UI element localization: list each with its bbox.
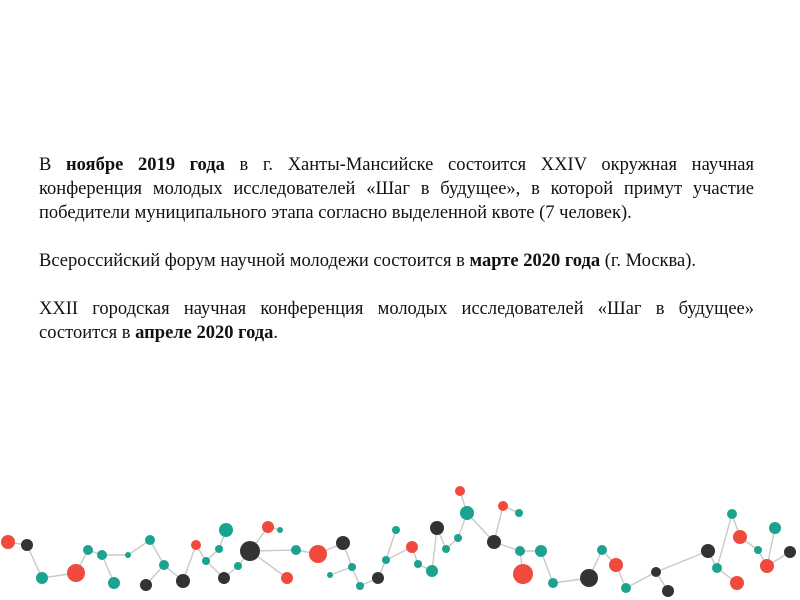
molecule-node bbox=[215, 545, 223, 553]
molecule-node bbox=[36, 572, 48, 584]
molecular-network-decoration bbox=[0, 470, 800, 600]
molecule-node bbox=[291, 545, 301, 555]
molecule-node bbox=[609, 558, 623, 572]
text-run: (г. Москва). bbox=[600, 251, 697, 271]
molecule-node bbox=[442, 545, 450, 553]
molecule-node bbox=[219, 523, 233, 537]
molecule-node bbox=[454, 534, 462, 542]
text-run: XXII городская научная конференция молодых исследователей «Шаг в будущее» состоится в bbox=[39, 299, 754, 343]
molecule-node bbox=[83, 545, 93, 555]
molecule-node bbox=[281, 572, 293, 584]
molecule-node bbox=[548, 578, 558, 588]
molecule-node bbox=[535, 545, 547, 557]
molecule-node bbox=[730, 576, 744, 590]
molecule-node bbox=[21, 539, 33, 551]
molecule-node bbox=[430, 521, 444, 535]
molecule-node bbox=[701, 544, 715, 558]
molecule-node bbox=[67, 564, 85, 582]
molecule-node bbox=[218, 572, 230, 584]
molecule-node bbox=[455, 486, 465, 496]
molecule-node bbox=[769, 522, 781, 534]
molecule-node bbox=[191, 540, 201, 550]
molecule-node bbox=[426, 565, 438, 577]
molecule-bond bbox=[656, 551, 708, 572]
date-march-2020: марте 2020 года bbox=[469, 251, 601, 271]
molecule-node bbox=[262, 521, 274, 533]
molecule-node bbox=[754, 546, 762, 554]
molecule-node bbox=[1, 535, 15, 549]
molecule-node bbox=[234, 562, 242, 570]
text-run: В bbox=[39, 155, 66, 175]
text-run: в г. Ханты-Мансийске состоится XXIV окружная научная конференция молодых исследователей «Шаг в будущее», в которой примут участие победители муниципального этапа согласно выделенной квоте (7 человек). bbox=[39, 155, 755, 223]
molecule-node bbox=[498, 501, 508, 511]
molecule-node bbox=[277, 527, 283, 533]
molecule-node bbox=[125, 552, 131, 558]
molecule-node bbox=[372, 572, 384, 584]
molecule-node bbox=[406, 541, 418, 553]
date-april-2020: апреле 2020 года bbox=[135, 323, 274, 343]
molecule-node bbox=[108, 577, 120, 589]
molecule-node bbox=[460, 506, 474, 520]
molecule-node bbox=[733, 530, 747, 544]
molecule-node bbox=[621, 583, 631, 593]
molecule-node bbox=[97, 550, 107, 560]
molecule-bond bbox=[626, 572, 656, 588]
date-november-2019: ноябре 2019 года bbox=[66, 155, 225, 175]
molecule-node bbox=[760, 559, 774, 573]
paragraph-all-russian-forum bbox=[39, 249, 754, 273]
paragraph-city-conference bbox=[39, 297, 754, 345]
molecule-node bbox=[662, 585, 674, 597]
molecule-node bbox=[159, 560, 169, 570]
text-run: Всероссийский форум научной молодежи состоится в bbox=[39, 251, 470, 271]
molecule-node bbox=[513, 564, 533, 584]
text-run: . bbox=[273, 323, 279, 343]
molecule-node bbox=[327, 572, 333, 578]
molecule-node bbox=[392, 526, 400, 534]
paragraph-okrug-conference bbox=[39, 153, 754, 225]
molecule-node bbox=[382, 556, 390, 564]
molecule-node bbox=[515, 509, 523, 517]
molecule-node bbox=[487, 535, 501, 549]
molecule-node bbox=[580, 569, 598, 587]
slide-body bbox=[39, 153, 754, 345]
molecule-node bbox=[348, 563, 356, 571]
molecule-node bbox=[140, 579, 152, 591]
molecule-node bbox=[651, 567, 661, 577]
molecule-node bbox=[145, 535, 155, 545]
molecule-node bbox=[515, 546, 525, 556]
molecule-node bbox=[176, 574, 190, 588]
molecule-node bbox=[356, 582, 364, 590]
molecule-node bbox=[336, 536, 350, 550]
molecule-node bbox=[202, 557, 210, 565]
molecule-node bbox=[784, 546, 796, 558]
molecule-node bbox=[414, 560, 422, 568]
molecule-node bbox=[712, 563, 722, 573]
molecule-node bbox=[597, 545, 607, 555]
molecule-node bbox=[727, 509, 737, 519]
molecule-node bbox=[309, 545, 327, 563]
molecule-bond bbox=[717, 514, 732, 568]
molecule-node bbox=[240, 541, 260, 561]
